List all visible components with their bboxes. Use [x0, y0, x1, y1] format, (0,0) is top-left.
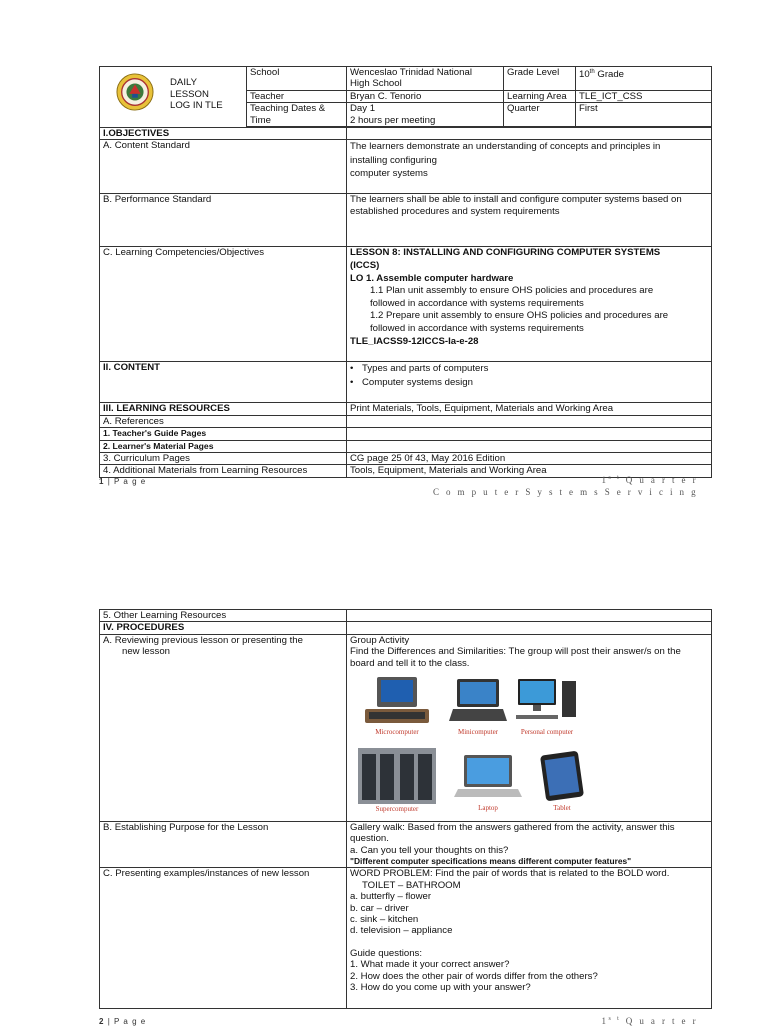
learning-resources-value: Print Materials, Tools, Equipment, Materials and Working Area: [347, 403, 712, 415]
learning-outcome-title: LO 1. Assemble computer hardware: [350, 272, 514, 284]
quarter-sup: s t: [608, 475, 622, 481]
procedure-c-content: [347, 868, 712, 1009]
daily-lesson-log-title: [170, 77, 223, 112]
lesson-title-line: (ICCS): [350, 260, 380, 272]
procedure-a-content: [347, 634, 712, 821]
additional-materials-label: 4. Additional Materials from Learning Resources: [100, 465, 347, 477]
procedure-b-line: Gallery walk: Based from the answers gathered from the activity, answer this: [350, 821, 675, 833]
content-bullet: • Types and parts of computers: [350, 362, 708, 376]
minicomputer-picture: [447, 675, 509, 738]
supercomputer-picture: [357, 748, 437, 815]
learning-outcome-item: 1.1 Plan unit assembly to ensure OHS policies and procedures are: [370, 285, 654, 297]
page-word: | P a g e: [107, 477, 147, 486]
subject-footer: C o m p u t e r S y s t e m s S e r v i c i n g: [432, 487, 698, 497]
curriculum-pages-label: 3. Curriculum Pages: [100, 453, 347, 465]
quarter-word: Q u a r t e r: [621, 475, 698, 485]
page-footer-right-2: [602, 1016, 698, 1026]
procedure-a-line: Group Activity: [350, 634, 410, 646]
other-resources-label: 5. Other Learning Resources: [100, 610, 347, 622]
dll-table-page1: [99, 66, 712, 478]
laptop-picture: [453, 751, 523, 814]
learning-outcome-item: followed in accordance with systems requirements: [370, 297, 584, 309]
learners-material-label: 2. Learner's Material Pages: [100, 440, 347, 452]
quarter-word: Q u a r t e r: [621, 1016, 698, 1026]
picture-caption: Personal computer: [520, 727, 574, 736]
school-value: [347, 67, 504, 91]
microcomputer-image-icon: [359, 675, 435, 727]
school-seal-icon: [116, 73, 154, 111]
microcomputer-picture: [357, 675, 437, 738]
content-list: [347, 362, 712, 403]
procedure-a-label: [100, 634, 347, 821]
objectives-heading: I.OBJECTIVES: [100, 128, 347, 140]
learning-outcome-item: 1.2 Prepare unit assembly to ensure OHS policies and procedures are: [370, 310, 669, 322]
tablet-image-icon: [539, 751, 585, 803]
dll-table-page2: [99, 609, 712, 1009]
performance-standard-line: The learners shall be able to install and configure computer systems based on: [350, 194, 682, 206]
performance-standard-text: [347, 194, 712, 247]
grade-sup: th: [589, 69, 595, 75]
teacher-value: Bryan C. Tenorio: [347, 90, 504, 102]
page-footer-left: [99, 477, 146, 486]
guide-question: 1. What made it your correct answer?: [350, 959, 510, 971]
procedure-c-label: C. Presenting examples/instances of new lesson: [100, 868, 347, 1009]
procedure-b-quote: "Different computer specifications means different computer features": [350, 856, 632, 867]
content-standard-label: A. Content Standard: [100, 140, 347, 194]
procedure-b-line: question.: [350, 833, 389, 845]
content-standard-text: [347, 140, 712, 194]
grade-value: [576, 67, 712, 91]
title-line: DAILY: [170, 77, 198, 88]
content-bullet: • Computer systems design: [350, 376, 708, 390]
picture-caption: Tablet: [553, 803, 571, 812]
procedure-c-line: WORD PROBLEM: Find the pair of words that is related to the BOLD word.: [350, 868, 670, 880]
procedure-a-label-line: A. Reviewing previous lesson or presenting the: [103, 634, 303, 646]
personal-computer-image-icon: [514, 675, 580, 727]
content-standard-line: installing configuring: [350, 154, 437, 166]
content-standard-line: computer systems: [350, 168, 428, 180]
lesson-title-line: LESSON 8: INSTALLING AND CONFIGURING COMPUTER SYSTEMS: [350, 247, 661, 259]
quarter-footer: [433, 475, 698, 485]
procedure-a-line: Find the Differences and Similarities: The group will post their answer/s on the: [350, 646, 681, 658]
picture-caption: Laptop: [478, 803, 498, 812]
performance-standard-line: established procedures and system requirements: [350, 205, 560, 217]
grade-number: 10: [579, 69, 590, 81]
teacher-label: Teacher: [247, 90, 347, 102]
dates-label-line: Time: [250, 114, 271, 126]
title-line: LESSON: [170, 88, 209, 100]
learning-outcome-item: followed in accordance with systems requirements: [370, 323, 584, 334]
additional-materials-value: Tools, Equipment, Materials and Working Area: [347, 465, 712, 477]
procedure-b-line: a. Can you tell your thoughts on this?: [350, 844, 509, 856]
procedures-heading: IV. PROCEDURES: [100, 622, 347, 634]
learning-area-label: Learning Area: [504, 90, 576, 102]
page-word: | P a g e: [107, 1017, 147, 1026]
procedure-b-content: [347, 821, 712, 868]
learning-area-value: TLE_ICT_CSS: [576, 90, 712, 102]
page-number: 1: [99, 477, 105, 486]
school-value-line: High School: [350, 78, 402, 90]
dates-value-line: Day 1: [350, 103, 376, 115]
picture-caption: Minicomputer: [457, 727, 499, 736]
content-heading: II. CONTENT: [100, 362, 347, 403]
procedure-a-label-line: new lesson: [122, 646, 170, 658]
procedure-c-option: b. car – driver: [350, 902, 409, 914]
grade-label: Grade Level: [504, 67, 576, 91]
quarter-sup: s t: [608, 1016, 622, 1022]
dates-value-line: 2 hours per meeting: [350, 114, 436, 126]
tablet-picture: [537, 751, 587, 814]
teaching-dates-label: [247, 103, 347, 127]
competencies-text: [347, 247, 712, 362]
guide-question: Guide questions:: [350, 947, 422, 959]
dates-label-line: Teaching Dates &: [250, 103, 326, 115]
title-line: LOG IN TLE: [170, 100, 223, 112]
school-value-line: Wenceslao Trinidad National: [350, 67, 472, 78]
procedure-a-line: board and tell it to the class.: [350, 657, 470, 669]
procedure-b-label: B. Establishing Purpose for the Lesson: [100, 821, 347, 868]
school-label: School: [247, 67, 347, 91]
quarter-label: Quarter: [504, 103, 576, 127]
guide-question: 3. How do you come up with your answer?: [350, 982, 531, 994]
competencies-label: C. Learning Competencies/Objectives: [100, 247, 347, 362]
supercomputer-image-icon: [358, 748, 436, 804]
learning-resources-heading: III. LEARNING RESOURCES: [100, 403, 347, 415]
quarter-num: 1: [601, 475, 609, 485]
page-footer-right: [433, 475, 698, 497]
picture-caption: Microcomputer: [375, 727, 419, 736]
quarter-value: First: [576, 103, 712, 127]
grade-suffix: Grade: [594, 69, 625, 81]
procedure-c-option: a. butterfly – flower: [350, 891, 432, 903]
laptop-image-icon: [454, 751, 522, 803]
references-label: A. References: [100, 415, 347, 427]
content-standard-line: The learners demonstrate an understanding of concepts and principles in: [350, 141, 661, 153]
page-footer-left-2: [99, 1017, 146, 1026]
page-number: 2: [99, 1017, 105, 1026]
teaching-dates-value: [347, 103, 504, 127]
picture-caption: Supercomputer: [375, 804, 419, 813]
curriculum-pages-value: CG page 25 0f 43, May 2016 Edition: [347, 453, 712, 465]
competency-code: TLE_IACSS9-12ICCS-Ia-e-28: [350, 335, 479, 347]
procedure-c-bold-word: TOILET – BATHROOM: [362, 879, 461, 891]
procedure-c-option: c. sink – kitchen: [350, 914, 419, 926]
header-logo-cell: [100, 67, 247, 128]
guide-question: 2. How does the other pair of words differ from the others?: [350, 970, 598, 982]
quarter-num: 1: [601, 1016, 609, 1026]
personal-computer-picture: [512, 675, 582, 738]
teachers-guide-label: 1. Teacher's Guide Pages: [100, 428, 347, 440]
minicomputer-image-icon: [449, 675, 507, 727]
procedure-c-option: d. television – appliance: [350, 925, 453, 937]
performance-standard-label: B. Performance Standard: [100, 194, 347, 247]
